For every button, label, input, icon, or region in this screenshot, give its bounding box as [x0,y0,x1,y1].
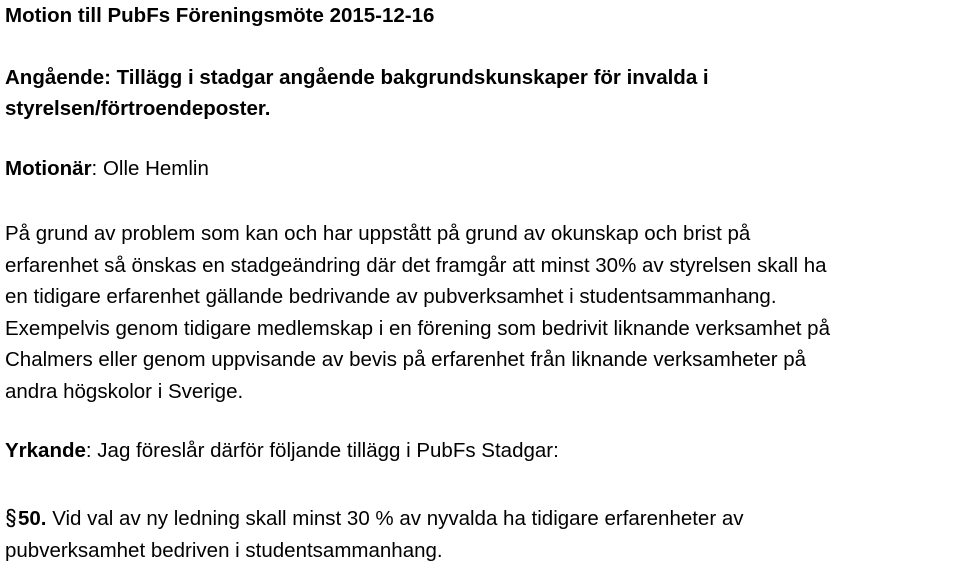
body-line: andra högskolor i Sverige. [5,376,830,408]
body-line: Chalmers eller genom uppvisande av bevis på erfarenhet från liknande verksamheter på [5,344,830,376]
body-line: erfarenhet så önskas en stadgeändring där det framgår att minst 30% av styrelsen skall ha [5,250,830,282]
body-line: På grund av problem som kan och har uppstått på grund av okunskap och brist på [5,218,830,250]
paragraph-number: 50. [18,507,47,530]
section-sign-icon [5,508,17,528]
claim-text: : Jag föreslår därför följande tillägg i PubFs Stadgar: [86,439,559,462]
paragraph-text-line1: Vid val av ny ledning skall minst 30 % av nyvalda ha tidigare erfarenheter av [47,507,744,530]
motion-body [5,218,830,407]
claim-label: Yrkande [5,439,86,462]
proposer-label: Motionär [5,157,92,180]
body-line: en tidigare erfarenhet gällande bedrivande av pubverksamhet i studentsammanhang. [5,281,830,313]
proposer-name: : Olle Hemlin [92,157,209,180]
proposer-line [5,155,209,183]
paragraph-text-line2: pubverksamhet bedriven i studentsammanhang. [5,535,744,566]
statute-paragraph [5,503,744,566]
document-title: Motion till PubFs Föreningsmöte 2015-12-16 [5,4,434,28]
body-line: Exempelvis genom tidigare medlemskap i en förening som bedrivit liknande verksamhet på [5,313,830,345]
subject-heading: Angående: Tillägg i stadgar angående bakgrundskunskaper för invalda i styrelsen/förtroendeposter. [5,62,945,124]
claim-line [5,437,559,465]
